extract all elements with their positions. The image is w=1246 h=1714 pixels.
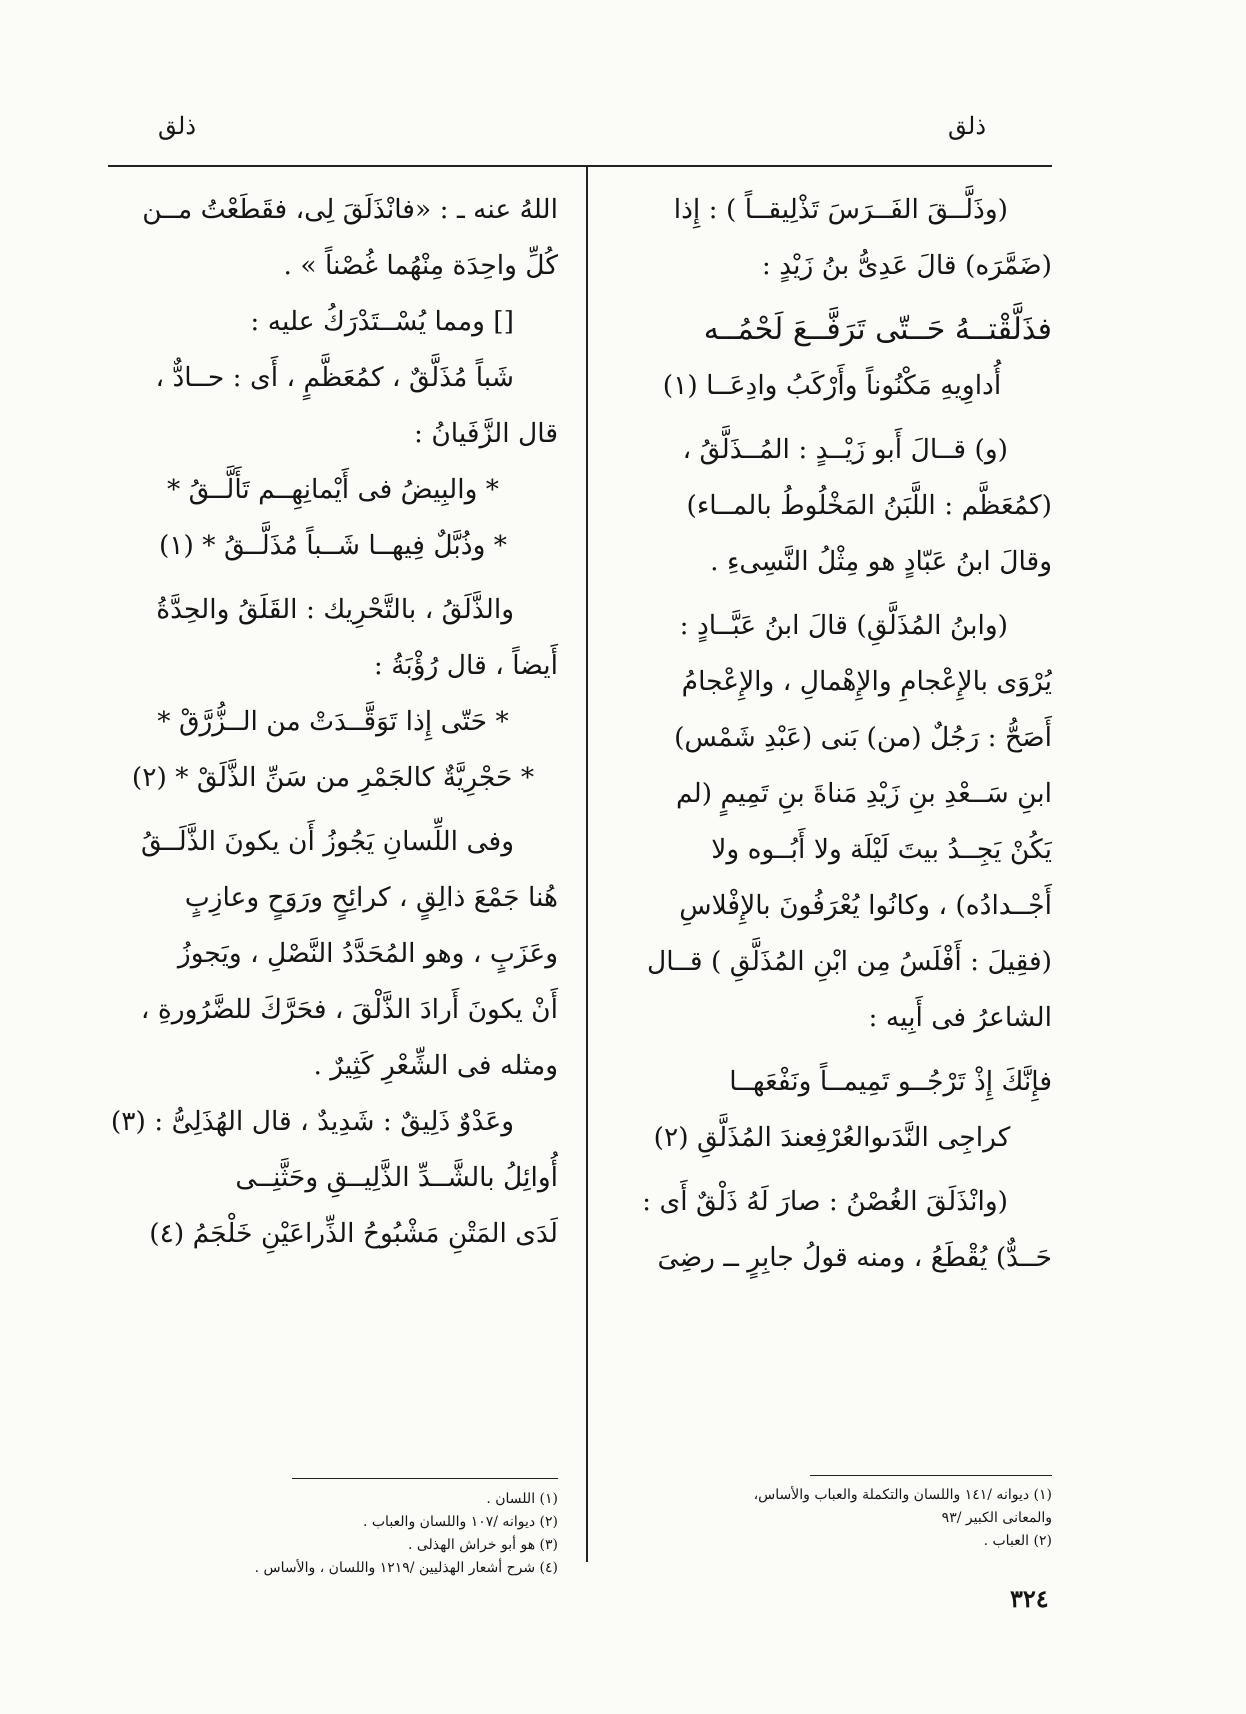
footnotes-right — [612, 1484, 1052, 1553]
footnote-rule-right — [810, 1475, 1052, 1476]
verse-line: أُداوِيهِ مَكْنُوناً وأَرْكَبُ وادِعَــا (١) — [662, 370, 1002, 401]
footnotes-left — [108, 1488, 558, 1580]
text-line: اللهُ عنه ـ : «فانْذَلَقَ لِى، فقَطَعْتُ مــن — [142, 194, 558, 225]
verse-line: * حَتّى إِذا تَوَقَّــدَتْ من الــزُّرَّقْ * — [157, 706, 509, 737]
text-line: والذَّلَقُ ، بالتَّحْرِيك : القَلَقُ والحِدَّةُ — [156, 594, 514, 625]
running-head-left: ذلق — [158, 112, 197, 140]
column-divider — [586, 166, 588, 1562]
text-line: شَباً مُذَلَّقٌ ، كمُعَظَّمٍ ، أَى : حــادٌّ ، — [155, 362, 514, 393]
text-line: وعَدْوٌ ذَلِيقٌ : شَدِيدٌ ، قال الهُذَلِىُّ : (٣) — [110, 1106, 514, 1137]
text-line: ومثله فى الشِّعْرِ كَثِيرٌ . — [313, 1050, 558, 1081]
footnote-rule-left — [292, 1478, 558, 1479]
verse-line: * وذُبَّلٌ فِيهــا شَــباً مُذَلَّــقُ * (١) — [158, 530, 508, 561]
text-line: أَصَحُّ : رَجُلٌ (من) بَنى (عَبْدِ شَمْس) — [674, 722, 1052, 753]
text-line: وفى اللِّسانِ يَجُوزُ أَن يكونَ الذَّلَــقُ — [140, 826, 514, 857]
verse-line: فإِنَّكَ إِذْ تَرْجُــو تَمِيمــاً ونَفْعَهــا — [729, 1066, 1052, 1097]
footnote: (٤) شرح أشعار الهذليين /١٢١٩ واللسان ، والأساس . — [254, 1560, 558, 1576]
text-line: الشاعرُ فى أَبِيه : — [868, 1002, 1052, 1033]
text-line: (فقِيلَ : أَفْلَسُ مِن ابْنِ المُذَلَّقِ ) قــال — [647, 946, 1052, 977]
text-line: أَنْ يكونَ أَرادَ الذَّلْقَ ، فحَرَّكَ للضَّرُورةِ ، — [140, 994, 558, 1025]
text-line: (ضَمَّرَه) قالَ عَدِىُّ بنُ زَيْدٍ : — [761, 250, 1052, 281]
footnote: (١) ديوانه /١٤١ واللسان والتكملة والعباب والأساس، — [753, 1487, 1052, 1503]
text-line: (وابنُ المُذَلَّقِ) قالَ ابنُ عَبَّــادٍ : — [679, 610, 1008, 641]
footnote: والمعانى الكبير /٩٣ — [941, 1510, 1052, 1526]
footnote: (٣) هو أبو خراش الهذلى . — [407, 1537, 558, 1553]
text-line: وقالَ ابنُ عَبّادٍ هو مِثْلُ النَّسِىءِ . — [710, 546, 1052, 577]
right-column — [612, 182, 1052, 1494]
text-line: قال الزَّفَيانُ : — [413, 418, 558, 449]
footnote: (٢) ديوانه /١٠٧ واللسان والعباب . — [362, 1514, 558, 1530]
text-line: وعَزَبٍ ، وهو المُحَدَّدُ النَّصْلِ ، ويَجوزُ — [177, 938, 558, 969]
text-line: ابنِ سَــعْدِ بنِ زَيْدِ مَناةَ بنِ تَمِيمٍ (لم — [675, 778, 1052, 809]
text-line: (وانْذَلَقَ الغُصْنُ : صارَ لَهُ ذَلْقٌ أَى : — [642, 1186, 1008, 1217]
text-line: هُنا جَمْعَ ذالِقٍ ، كرائِحٍ ورَوَحٍ وعازِبٍ — [184, 882, 558, 913]
left-column — [108, 182, 558, 1494]
text-line: حَــدٌّ) يُقْطَعُ ، ومنه قولُ جابِرٍ ــ رضِىَ — [657, 1242, 1052, 1273]
verse-line: أُوائِلُ بالشَّــدِّ الذَّلِيــقِ وحَثَّنِــى — [235, 1162, 558, 1193]
text-line: (و) قــالَ أَبو زَيْــدٍ : المُــذَلَّقُ ، — [682, 434, 1008, 465]
verse-line: * حَجْرِيَّةٌ كالجَمْرِ من سَنِّ الذَّلَقْ * (٢) — [131, 762, 535, 793]
page-number: ٣٢٤ — [1010, 1584, 1049, 1613]
text-line: كُلِّ واحِدَة مِنْهُما غُصْناً » . — [283, 250, 558, 281]
verse-line: فذَلَّقْتــهُ حَــتّى تَرَفَّــعَ لَحْمُــه — [703, 312, 1052, 347]
header-rule — [108, 165, 1052, 167]
verse-line: لَدَى المَتْنِ مَشْبُوحُ الذِّراعَيْنِ خَلْجَمُ (٤) — [149, 1218, 558, 1249]
text-line: يَكُنْ يَجِــدُ بيتَ لَيْلَة ولا أَبُــوه ولا — [711, 834, 1052, 865]
verse-line: كراجِى النَّدَىوالعُرْفِعندَ المُذَلَّقِ (٢) — [653, 1122, 1011, 1153]
text-line: (كمُعَظَّم : اللَّبَنُ المَخْلُوطُ بالمــاء) — [686, 490, 1052, 521]
text-line: (وذَلَّــقَ الفَــرَسَ تَذْلِيقــاً ) : إِذا — [673, 194, 1008, 225]
running-head-right: ذلق — [948, 112, 987, 140]
verse-line: * والبِيضُ فى أَيْمانِهِــم تَأَلَّــقُ * — [166, 474, 500, 505]
text-line: أَجْــدادُه) ، وكانُوا يُعْرَفُونَ بالإِفْلاسِ — [679, 890, 1052, 921]
text-line: [] ومما يُسْــتَدْرَكُ عليه : — [250, 306, 514, 337]
footnote: (٢) العباب . — [983, 1533, 1052, 1549]
footnote: (١) اللسان . — [486, 1491, 558, 1507]
text-line: أَيضاً ، قال رُؤْبَةُ : — [373, 650, 558, 681]
text-line: يُرْوَى بالإِعْجامِ والإِهْمالِ ، والإِعْجامُ — [681, 666, 1052, 697]
